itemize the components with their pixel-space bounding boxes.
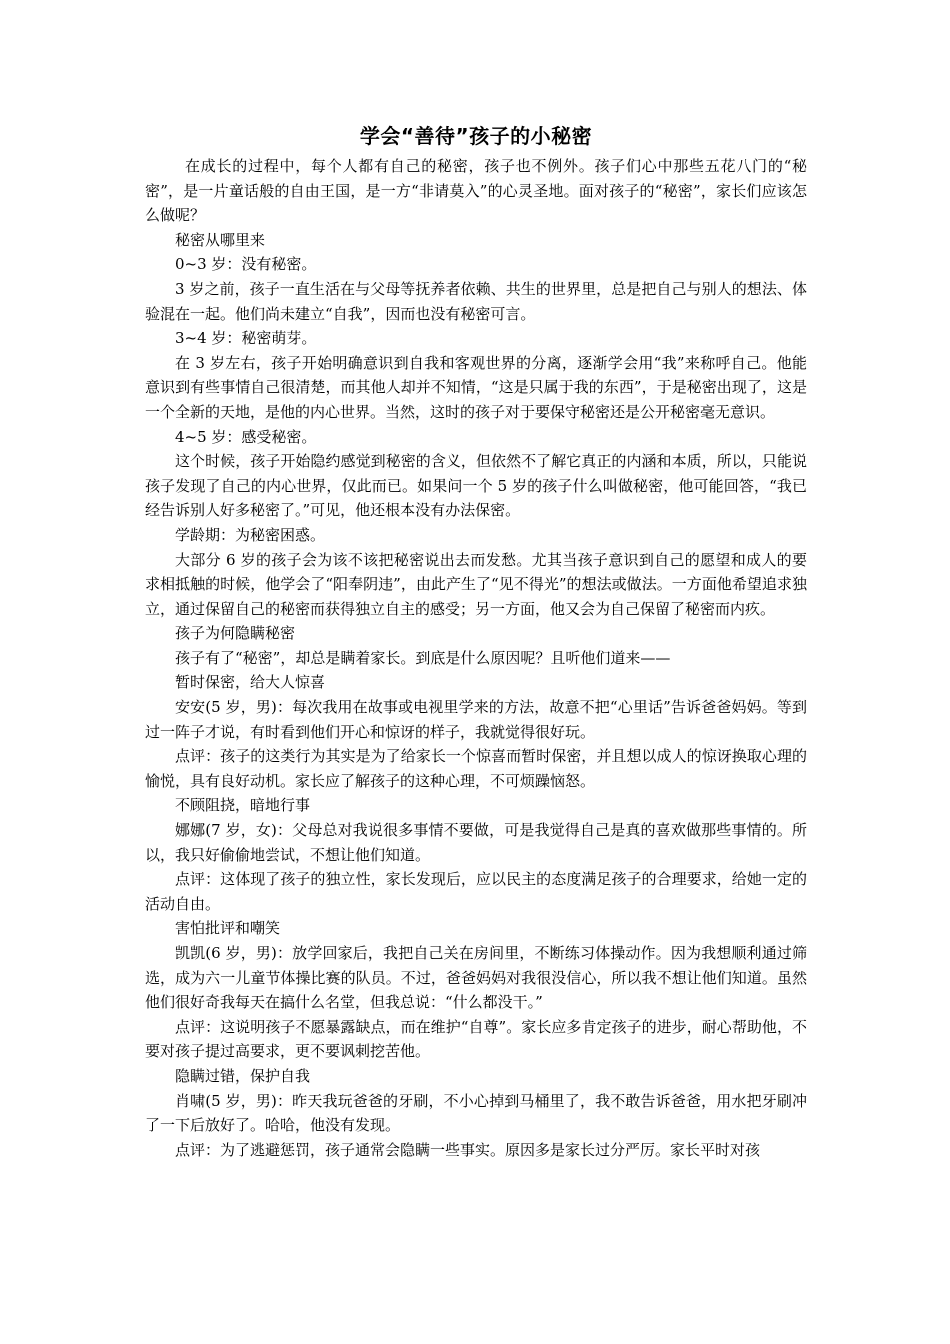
paragraph: 不顾阻挠，暗地行事 [175, 796, 311, 815]
paragraph: 在 3 岁左右，孩子开始明确意识到自我和客观世界的分离，逐渐学会用“我”来称呼自己。他能意识到有些事情自己很清楚，而其他人却并不知情，“这是只属于我的东西”，于是秘密出现了，这是一个全新的天地，是他的内心世界。当然，这时的孩子对于要保守秘密还是公开秘密毫无意识。 [145, 353, 807, 421]
paragraph: 点评：这说明孩子不愿暴露缺点，而在维护“自尊”。家长应多肯定孩子的进步，耐心帮助他，不要对孩子提过高要求，更不要讽刺挖苦他。 [145, 1017, 807, 1061]
paragraph: 学龄期：为秘密困惑。 [175, 525, 326, 544]
paragraph: 安安(5 岁，男)：每次我用在故事或电视里学来的方法，故意不把“心里话”告诉爸爸妈妈。等到过一阵子才说，有时看到他们开心和惊讶的样子，我就觉得很好玩。 [145, 698, 807, 741]
paragraph: 肖啸(5 岁，男)：昨天我玩爸爸的牙刷，不小心掉到马桶里了，我不敢告诉爸爸，用水把牙刷冲了一下后放好了。哈哈，他没有发现。 [145, 1091, 807, 1135]
document-body [145, 154, 807, 1162]
paragraph: 秘密从哪里来 [175, 230, 266, 249]
paragraph: 0~3 岁：没有秘密。 [175, 255, 317, 274]
document-page [145, 120, 807, 1162]
paragraph: 3~4 岁：秘密萌芽。 [175, 329, 317, 348]
paragraph: 害怕批评和嘲笑 [175, 919, 281, 938]
paragraph: 3 岁之前，孩子一直生活在与父母等抚养者依赖、共生的世界里，总是把自己与别人的想法、体验混在一起。他们尚未建立“自我”，因而也没有秘密可言。 [145, 279, 807, 323]
paragraph: 孩子有了“秘密”，却总是瞒着家长。到底是什么原因呢？且听他们道来—— [175, 648, 671, 667]
paragraph: 点评：为了逃避惩罚，孩子通常会隐瞒一些事实。原因多是家长过分严厉。家长平时对孩 [175, 1140, 761, 1159]
paragraph: 孩子为何隐瞒秘密 [175, 624, 296, 643]
paragraph: 点评：这体现了孩子的独立性，家长发现后，应以民主的态度满足孩子的合理要求，给她一定的活动自由。 [145, 870, 807, 913]
paragraph: 娜娜(7 岁，女)：父母总对我说很多事情不要做，可是我觉得自己是真的喜欢做那些事情的。所以，我只好偷偷地尝试，不想让他们知道。 [145, 821, 807, 864]
paragraph: 隐瞒过错，保护自我 [175, 1066, 311, 1085]
paragraph: 暂时保密，给大人惊喜 [175, 673, 326, 692]
paragraph: 大部分 6 岁的孩子会为该不该把秘密说出去而发愁。尤其当孩子意识到自己的愿望和成人的要求相抵触的时候，他学会了“阳奉阴违”，由此产生了“见不得光”的想法或做法。一方面他希望追求独立，通过保留自己的秘密而获得独立自主的感受；另一方面，他又会为自己保留了秘密而内疚。 [145, 550, 807, 618]
paragraph: 点评：孩子的这类行为其实是为了给家长一个惊喜而暂时保密，并且想以成人的惊讶换取心理的愉悦，具有良好动机。家长应了解孩子的这种心理，不可烦躁恼怒。 [145, 747, 807, 790]
paragraph: 凯凯(6 岁，男)：放学回家后，我把自己关在房间里，不断练习体操动作。因为我想顺利通过筛选，成为六一儿童节体操比赛的队员。不过，爸爸妈妈对我很没信心，所以我不想让他们知道。虽然他们很好奇我每天在搞什么名堂，但我总说：“什么都没干。” [145, 944, 807, 1012]
paragraph: 4~5 岁：感受秘密。 [175, 427, 317, 446]
paragraph: 在成长的过程中，每个人都有自己的秘密，孩子也不例外。孩子们心中那些五花八门的“秘密”，是一片童话般的自由王国，是一方“非请莫入”的心灵圣地。面对孩子的“秘密”，家长们应该怎么做呢？ [145, 157, 807, 225]
document-title: 学会“善待”孩子的小秘密 [359, 124, 593, 148]
paragraph: 这个时候，孩子开始隐约感觉到秘密的含义，但依然不了解它真正的内涵和本质，所以，只能说孩子发现了自己的内心世界，仅此而已。如果问一个 5 岁的孩子什么叫做秘密，他可能回答，“我已经告诉别人好多秘密了。”可见，他还根本没有办法保密。 [145, 452, 807, 520]
